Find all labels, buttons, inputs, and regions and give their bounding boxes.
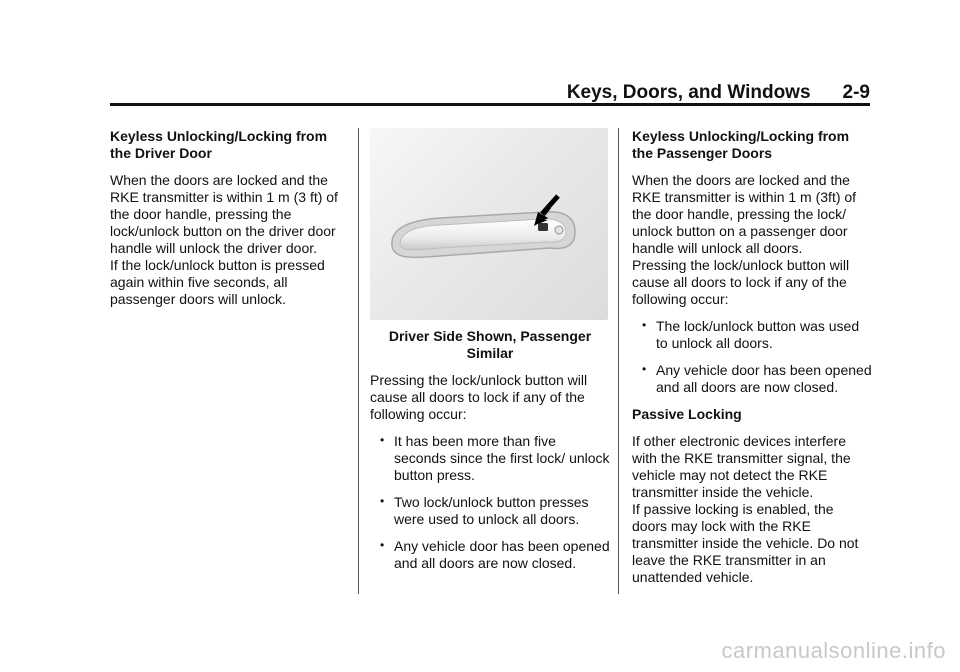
header-rule (110, 103, 870, 106)
page-header (110, 74, 870, 104)
watermark: carmanualsonline.info (721, 638, 946, 663)
passenger-door-paragraph-1: When the doors are locked and the RKE transmitter is within 1 m (3ft) of the door handle, pressing the lock/ unlock button on a passenger door handle will unlock all doors. (632, 172, 857, 256)
driver-door-paragraph-2: If the lock/unlock button is pressed again within five seconds, all passenger doors will unlock. (110, 257, 325, 307)
passive-locking-paragraph-1: If other electronic devices interfere with the RKE transmitter signal, the vehicle may not detect the RKE transmitter inside the vehicle. (632, 433, 851, 500)
lock-conditions-intro: Pressing the lock/unlock button will cause all doors to lock if any of the following occur: (370, 372, 588, 422)
driver-door-paragraph-1: When the doors are locked and the RKE transmitter is within 1 m (3 ft) of the door handle, pressing the lock/unlock button on the driver door handle will unlock the driver door. (110, 172, 338, 256)
bullet-icon: • (642, 318, 647, 332)
key-cylinder-icon (555, 226, 563, 234)
list-item: • Any vehicle door has been opened and all doors are now closed. (642, 362, 872, 395)
list-item: • It has been more than five seconds since the first lock/ unlock button press. (380, 433, 610, 483)
list-item: • The lock/unlock button was used to unlock all doors. (642, 318, 860, 351)
passenger-door-heading: Keyless Unlocking/Locking from the Passenger Doors (632, 128, 850, 161)
bullet-icon: • (380, 538, 385, 552)
bullet-icon: • (642, 362, 647, 376)
lock-conditions-list (370, 433, 610, 572)
passenger-lock-conditions-list (632, 318, 872, 396)
column-3 (632, 128, 872, 596)
figure-caption: Driver Side Shown, Passenger Similar (388, 328, 592, 361)
bullet-icon: • (380, 433, 385, 447)
door-handle-figure (370, 128, 608, 320)
column-1 (110, 128, 350, 318)
passenger-door-paragraph-2: Pressing the lock/unlock button will cause all doors to lock if any of the following occur: (632, 257, 850, 307)
column-divider-1 (358, 128, 359, 594)
passive-locking-heading: Passive Locking (632, 406, 742, 422)
list-item: • Two lock/unlock button presses were used to unlock all doors. (380, 494, 589, 527)
driver-door-heading: Keyless Unlocking/Locking from the Driver Door (110, 128, 328, 161)
column-2 (370, 128, 610, 582)
page-number: 2-9 (842, 82, 870, 103)
column-divider-2 (618, 128, 619, 594)
lock-button-icon (538, 223, 548, 231)
list-item: • Any vehicle door has been opened and all doors are now closed. (380, 538, 610, 571)
passive-locking-paragraph-2: If passive locking is enabled, the doors may lock with the RKE transmitter inside the vehicle. Do not leave the RKE transmitter in an unattended vehicle. (632, 501, 859, 585)
section-title: Keys, Doors, and Windows (566, 82, 811, 103)
bullet-icon: • (380, 494, 385, 508)
